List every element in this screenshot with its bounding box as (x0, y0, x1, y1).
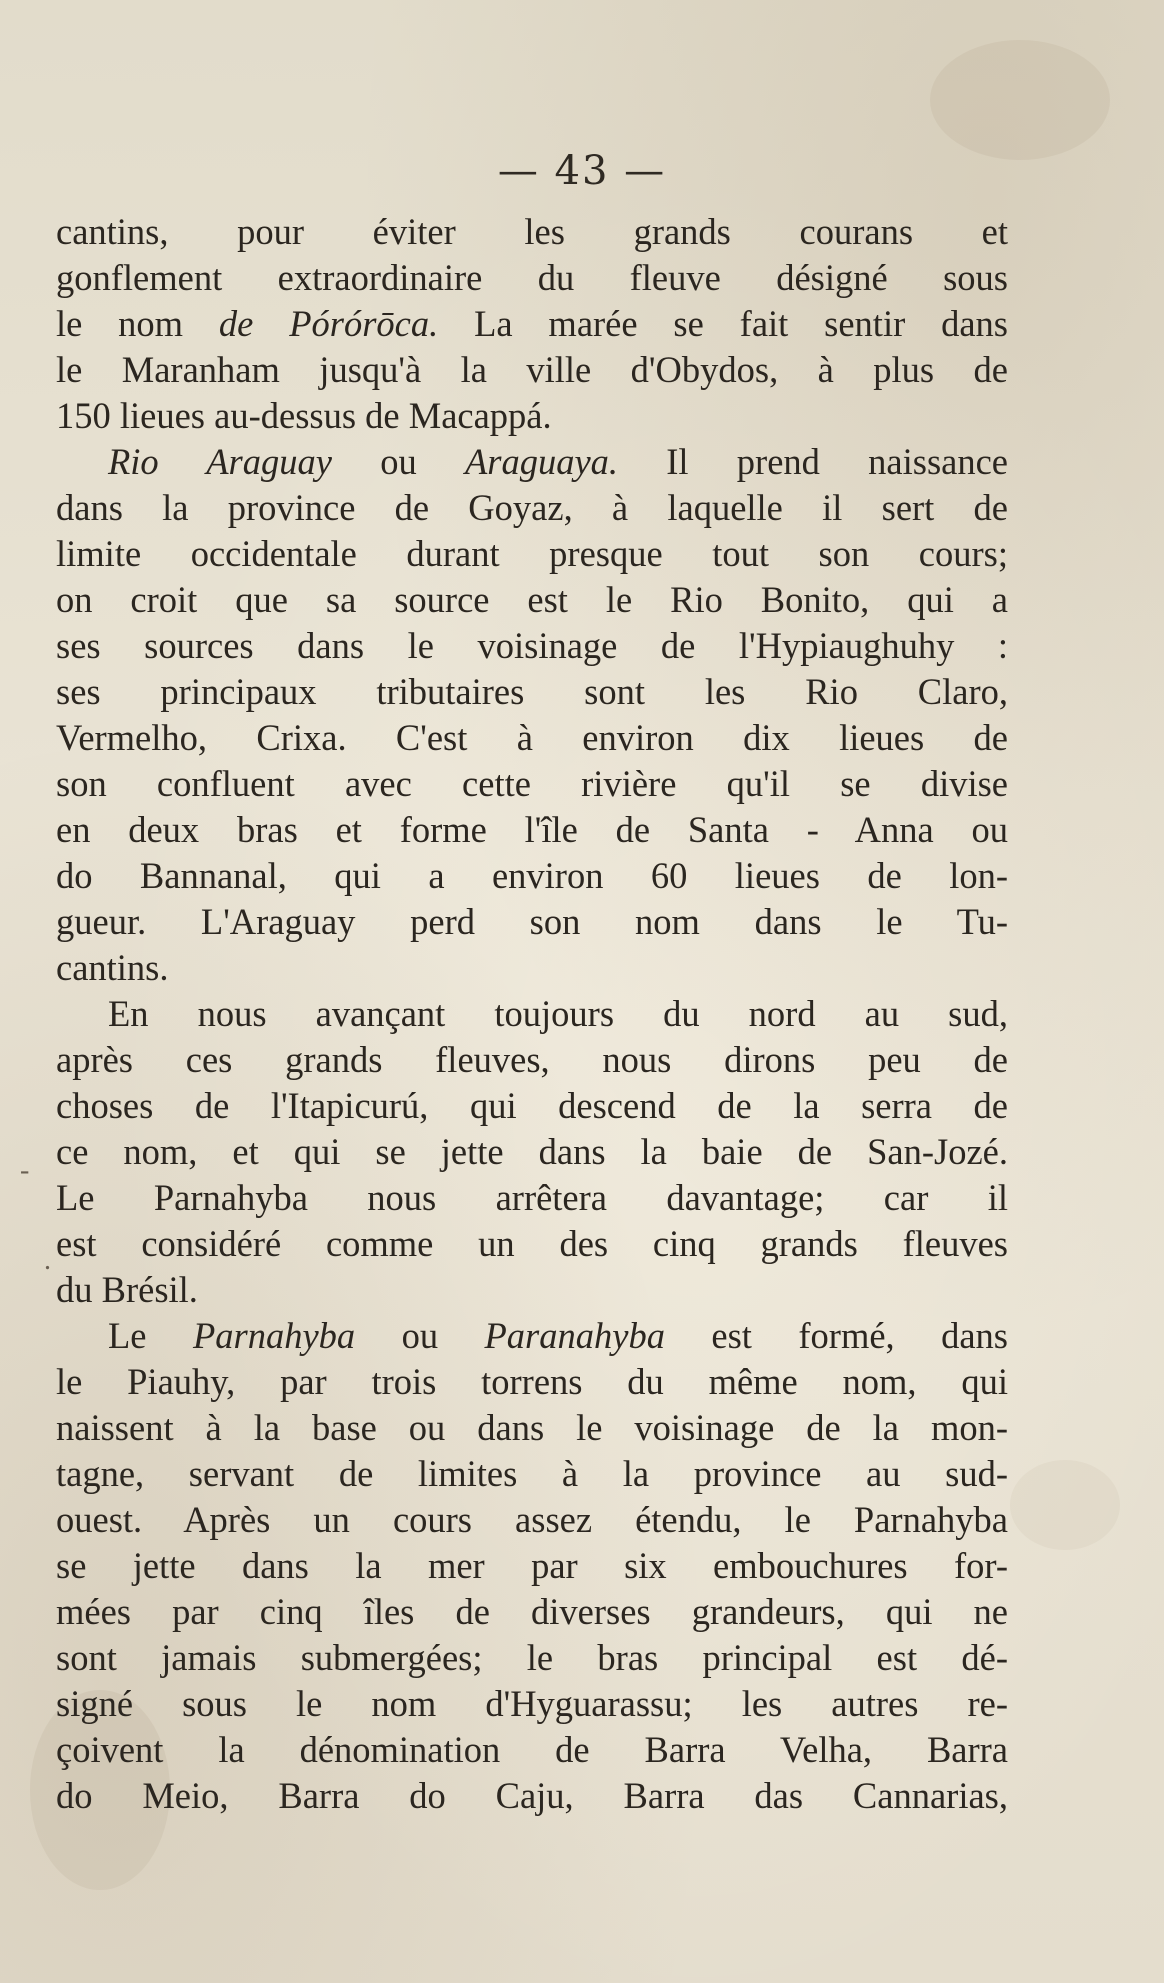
text-line (56, 1267, 1008, 1313)
text-line (56, 439, 1008, 485)
text-segment: ses sources dans le voisinage de l'Hypiaughuhy : (56, 625, 1008, 666)
text-segment: cantins, pour éviter les grands courans et (56, 211, 1008, 252)
text-line (56, 1497, 1008, 1543)
text-line (56, 1221, 1008, 1267)
text-line (56, 899, 1008, 945)
text-segment: ou (331, 441, 465, 482)
text-line (56, 255, 1008, 301)
text-segment: du Brésil. (56, 1269, 198, 1310)
text-line (56, 347, 1008, 393)
text-segment: ou (355, 1315, 485, 1356)
italic-text: de Pórórōca. (218, 303, 439, 344)
text-segment: se jette dans la mer par six embouchures for- (56, 1545, 1008, 1586)
text-segment: mées par cinq îles de diverses grandeurs, qui ne (56, 1591, 1008, 1632)
page-number: — 43 — (497, 148, 667, 194)
text-line (56, 577, 1008, 623)
text-line (56, 301, 1008, 347)
text-line (56, 209, 1008, 255)
text-segment: signé sous le nom d'Hyguarassu; les autres re- (56, 1683, 1008, 1724)
text-line (56, 1773, 1008, 1819)
text-line (56, 1589, 1008, 1635)
text-line (56, 1313, 1008, 1359)
italic-text: Araguaya. (464, 441, 619, 482)
text-line (56, 1727, 1008, 1773)
text-line (56, 1681, 1008, 1727)
text-segment: Vermelho, Crixa. C'est à environ dix lieues de (56, 717, 1008, 758)
text-segment: gonflement extraordinaire du fleuve désigné sous (56, 257, 1008, 298)
text-segment: Le (108, 1315, 193, 1356)
italic-text: Parnahyba (192, 1315, 356, 1356)
text-line (56, 991, 1008, 1037)
text-segment: do Bannanal, qui a environ 60 lieues de lon- (56, 855, 1008, 896)
text-segment: Il prend naissance (618, 441, 1008, 482)
body-text (56, 209, 1008, 1819)
text-line (56, 1129, 1008, 1175)
text-segment: le Piauhy, par trois torrens du même nom, qui (56, 1361, 1008, 1402)
text-segment: naissent à la base ou dans le voisinage de la mon- (56, 1407, 1008, 1448)
text-segment: sont jamais submergées; le bras principal est dé- (56, 1637, 1008, 1678)
text-segment: ses principaux tributaires sont les Rio Claro, (56, 671, 1008, 712)
text-line (56, 715, 1008, 761)
margin-mark: . (44, 1245, 51, 1276)
text-line (56, 853, 1008, 899)
text-segment: en deux bras et forme l'île de Santa - Anna ou (56, 809, 1008, 850)
text-segment: do Meio, Barra do Caju, Barra das Cannarias, (56, 1775, 1008, 1816)
text-segment: 150 lieues au-dessus de Macappá. (56, 395, 552, 436)
text-line (56, 1635, 1008, 1681)
text-segment: Le Parnahyba nous arrêtera davantage; car il (56, 1177, 1008, 1218)
text-segment: dans la province de Goyaz, à laquelle il sert de (56, 487, 1008, 528)
text-segment: est considéré comme un des cinq grands fleuves (56, 1223, 1008, 1264)
text-line (56, 1543, 1008, 1589)
text-segment: tagne, servant de limites à la province au sud- (56, 1453, 1008, 1494)
text-line (56, 531, 1008, 577)
text-line (56, 393, 1008, 439)
text-line (56, 1451, 1008, 1497)
text-line (56, 1405, 1008, 1451)
text-line (56, 623, 1008, 669)
italic-text: Paranahyba (484, 1315, 665, 1356)
text-segment: ce nom, et qui se jette dans la baie de San-Jozé. (56, 1131, 1008, 1172)
text-segment: le nom (56, 303, 219, 344)
text-line (56, 669, 1008, 715)
text-segment: choses de l'Itapicurú, qui descend de la serra de (56, 1085, 1008, 1126)
text-line (56, 761, 1008, 807)
text-segment: son confluent avec cette rivière qu'il se divise (56, 763, 1008, 804)
paper-stain (1010, 1460, 1120, 1550)
text-segment: ouest. Après un cours assez étendu, le Parnahyba (56, 1499, 1008, 1540)
text-line (56, 1037, 1008, 1083)
text-segment: limite occidentale durant presque tout son cours; (56, 533, 1008, 574)
text-segment: La marée se fait sentir dans (438, 303, 1008, 344)
text-segment: En nous avançant toujours du nord au sud, (108, 993, 1008, 1034)
text-segment: cantins. (56, 947, 169, 988)
margin-mark: - (20, 1155, 30, 1186)
text-segment: est formé, dans (664, 1315, 1008, 1356)
text-segment: après ces grands fleuves, nous dirons peu de (56, 1039, 1008, 1080)
text-segment: le Maranham jusqu'à la ville d'Obydos, à plus de (56, 349, 1008, 390)
text-line (56, 1175, 1008, 1221)
text-line (56, 945, 1008, 991)
text-line (56, 807, 1008, 853)
text-segment: çoivent la dénomination de Barra Velha, Barra (56, 1729, 1008, 1770)
text-line (56, 1359, 1008, 1405)
italic-text: Rio Araguay (108, 441, 332, 482)
paper-stain (930, 40, 1110, 160)
text-line (56, 485, 1008, 531)
text-line (56, 1083, 1008, 1129)
text-segment: gueur. L'Araguay perd son nom dans le Tu- (56, 901, 1008, 942)
text-segment: on croit que sa source est le Rio Bonito, qui a (56, 579, 1008, 620)
